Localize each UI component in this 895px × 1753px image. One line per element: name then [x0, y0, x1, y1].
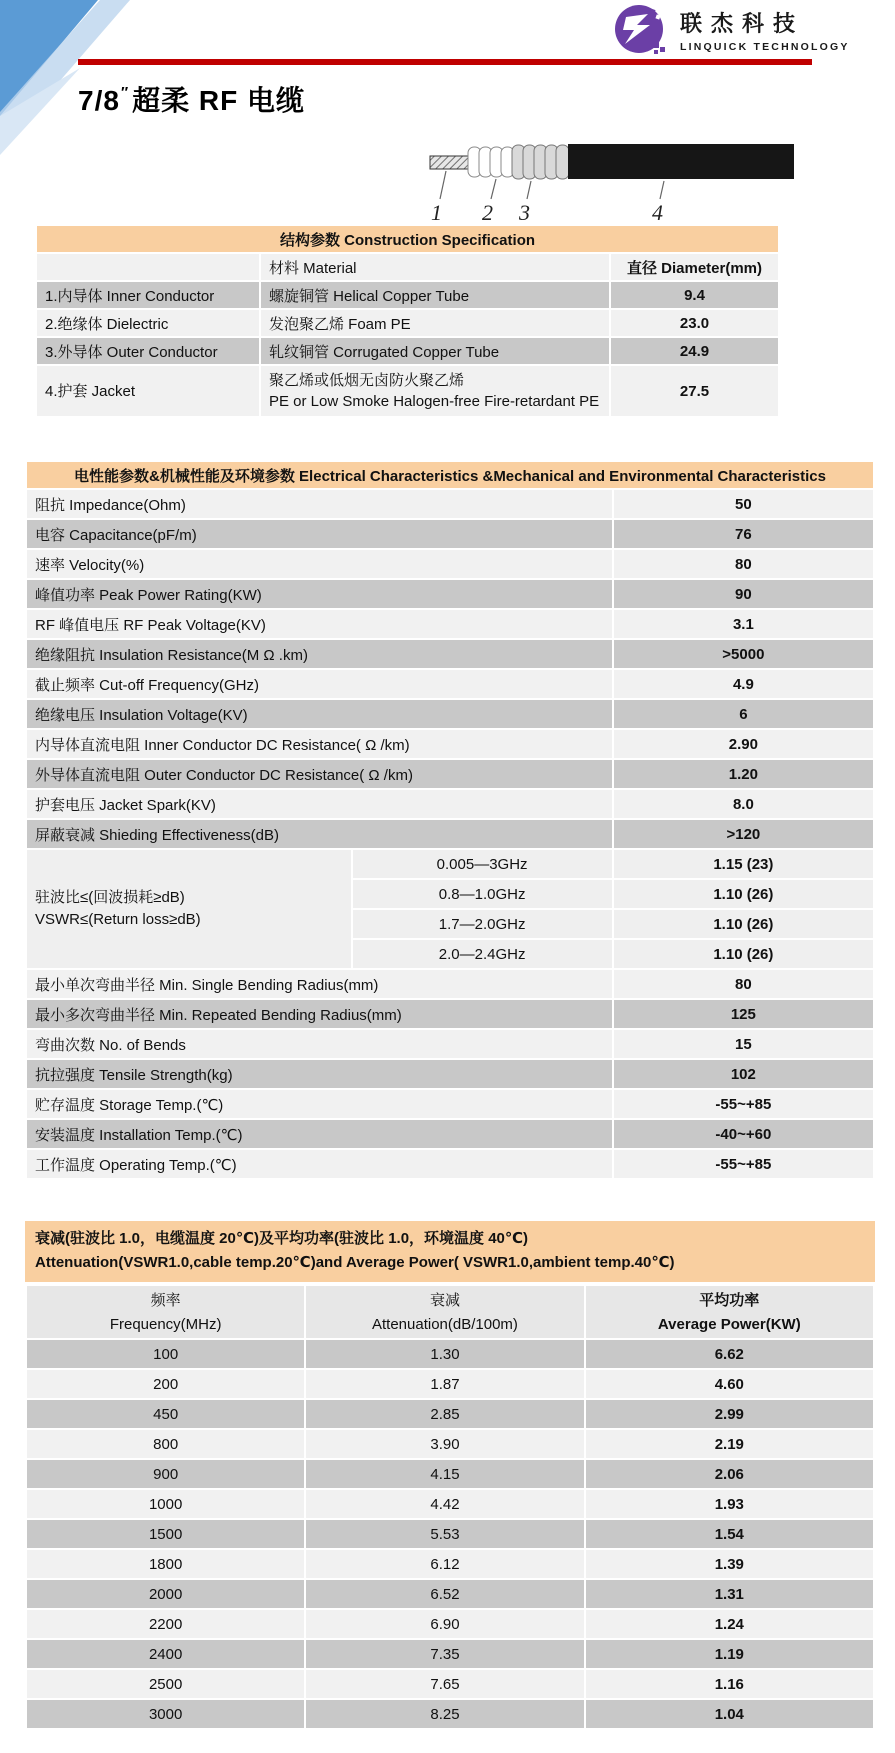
table-row — [27, 1550, 873, 1578]
row-value-cell: 80 — [614, 970, 873, 998]
power-cell: 1.24 — [586, 1610, 873, 1638]
header-rule — [78, 59, 812, 65]
row-label-cell: 1.内导体 Inner Conductor — [37, 282, 259, 308]
attn-cell: 1.30 — [306, 1340, 583, 1368]
row-label-cell: 3.外导体 Outer Conductor — [37, 338, 259, 364]
callout-4: 4 — [652, 200, 663, 225]
attn-cell: 4.42 — [306, 1490, 583, 1518]
table-row — [27, 1286, 873, 1338]
callout-1: 1 — [431, 200, 442, 225]
table-row — [27, 700, 873, 728]
row-value-cell: 6 — [614, 700, 873, 728]
vswr-label-en: VSWR≤(Return loss≥dB) — [35, 911, 201, 928]
power-cell: 1.54 — [586, 1520, 873, 1548]
row-label-cell: 最小多次弯曲半径 Min. Repeated Bending Radius(mm) — [27, 1000, 612, 1028]
table-row — [37, 254, 778, 280]
title-prime: ″ — [120, 84, 130, 101]
vswr-range-cell: 0.005—3GHz — [353, 850, 612, 878]
row-label-cell: 绝缘阻抗 Insulation Resistance(M Ω .km) — [27, 640, 612, 668]
attn-cell: 1.87 — [306, 1370, 583, 1398]
page-title — [78, 79, 305, 119]
row-value-cell: 102 — [614, 1060, 873, 1088]
attn-cell: 4.15 — [306, 1460, 583, 1488]
table-row — [27, 1520, 873, 1548]
freq-cell: 2000 — [27, 1580, 304, 1608]
power-cell: 1.19 — [586, 1640, 873, 1668]
material-line-1: 聚乙烯或低烟无卤防火聚乙烯 — [269, 372, 465, 389]
diameter-cell: 24.9 — [611, 338, 778, 364]
table-row — [27, 670, 873, 698]
table-row — [27, 1000, 873, 1028]
company-logo — [612, 1, 850, 59]
row-label-cell: 贮存温度 Storage Temp.(℃) — [27, 1090, 612, 1118]
row-value-cell: 90 — [614, 580, 873, 608]
row-value-cell: -55~+85 — [614, 1150, 873, 1178]
material-cell: 螺旋铜管 Helical Copper Tube — [261, 282, 609, 308]
electrical-table — [25, 460, 875, 1180]
freq-cell: 2200 — [27, 1610, 304, 1638]
row-value-cell: 80 — [614, 550, 873, 578]
vswr-value-cell: 1.10 (26) — [614, 910, 873, 938]
power-cell: 1.39 — [586, 1550, 873, 1578]
table-row — [27, 550, 873, 578]
row-value-cell: -40~+60 — [614, 1120, 873, 1148]
vswr-range-cell: 2.0—2.4GHz — [353, 940, 612, 968]
table-row — [27, 730, 873, 758]
row-label-cell: 弯曲次数 No. of Bends — [27, 1030, 612, 1058]
row-value-cell: 50 — [614, 490, 873, 518]
vswr-label-cell — [27, 850, 351, 968]
table-row — [27, 970, 873, 998]
vswr-range-cell: 1.7—2.0GHz — [353, 910, 612, 938]
row-value-cell: 15 — [614, 1030, 873, 1058]
row-label-cell: 截止频率 Cut-off Frequency(GHz) — [27, 670, 612, 698]
attenuation-header-en: Attenuation(VSWR1.0,cable temp.20℃)and Average Power( VSWR1.0,ambient temp.40℃) — [35, 1254, 675, 1271]
diameter-cell: 9.4 — [611, 282, 778, 308]
attenuation-section-header — [25, 1221, 875, 1282]
table-row — [27, 462, 873, 488]
table-row — [27, 1120, 873, 1148]
frequency-header-cn: 频率 — [150, 1292, 181, 1309]
table-row — [27, 1400, 873, 1428]
table-row — [27, 1030, 873, 1058]
power-cell: 1.31 — [586, 1580, 873, 1608]
power-cell: 6.62 — [586, 1340, 873, 1368]
row-label-cell: 安装温度 Installation Temp.(℃) — [27, 1120, 612, 1148]
vswr-value-cell: 1.10 (26) — [614, 940, 873, 968]
attn-cell: 7.35 — [306, 1640, 583, 1668]
row-label-cell: 工作温度 Operating Temp.(℃) — [27, 1150, 612, 1178]
row-value-cell: -55~+85 — [614, 1090, 873, 1118]
construction-table — [35, 224, 780, 418]
power-cell: 2.06 — [586, 1460, 873, 1488]
title-text: 超柔 RF 电缆 — [132, 85, 306, 116]
attn-cell: 6.52 — [306, 1580, 583, 1608]
table-row — [37, 282, 778, 308]
power-cell: 2.99 — [586, 1400, 873, 1428]
table-row — [27, 520, 873, 548]
row-label-cell: 外导体直流电阻 Outer Conductor DC Resistance( Ω /km) — [27, 760, 612, 788]
material-cell: 发泡聚乙烯 Foam PE — [261, 310, 609, 336]
row-value-cell: 3.1 — [614, 610, 873, 638]
attn-cell: 7.65 — [306, 1670, 583, 1698]
freq-cell: 1500 — [27, 1520, 304, 1548]
freq-cell: 2500 — [27, 1670, 304, 1698]
table-row — [27, 760, 873, 788]
power-cell: 4.60 — [586, 1370, 873, 1398]
row-label-cell: 电容 Capacitance(pF/m) — [27, 520, 612, 548]
empty-cell — [37, 254, 259, 280]
table-row — [37, 310, 778, 336]
freq-cell: 2400 — [27, 1640, 304, 1668]
table-row — [27, 610, 873, 638]
material-column-header: 材料 Material — [261, 254, 609, 280]
attenuation-column-header — [306, 1286, 583, 1338]
material-line-2: PE or Low Smoke Halogen-free Fire-retardant PE — [269, 393, 600, 410]
vswr-value-cell: 1.10 (26) — [614, 880, 873, 908]
table-row — [27, 1580, 873, 1608]
outer-conductor-graphic — [512, 145, 569, 179]
material-cell — [261, 366, 609, 416]
row-label-cell: 2.绝缘体 Dielectric — [37, 310, 259, 336]
attenuation-table — [25, 1284, 875, 1730]
table-row — [27, 790, 873, 818]
row-label-cell: 最小单次弯曲半径 Min. Single Bending Radius(mm) — [27, 970, 612, 998]
row-label-cell: RF 峰值电压 RF Peak Voltage(KV) — [27, 610, 612, 638]
frequency-header-en: Frequency(MHz) — [109, 1316, 222, 1333]
freq-cell: 900 — [27, 1460, 304, 1488]
vswr-label-cn: 驻波比≤(回波损耗≥dB) — [35, 889, 185, 906]
jacket-graphic — [568, 144, 794, 179]
inner-conductor-graphic — [430, 156, 470, 169]
power-cell: 1.93 — [586, 1490, 873, 1518]
table-row — [27, 1610, 873, 1638]
attn-cell: 6.12 — [306, 1550, 583, 1578]
freq-cell: 800 — [27, 1430, 304, 1458]
row-label-cell: 内导体直流电阻 Inner Conductor DC Resistance( Ω /km) — [27, 730, 612, 758]
attn-cell: 3.90 — [306, 1430, 583, 1458]
callout-2: 2 — [482, 200, 493, 225]
construction-section-header: 结构参数 Construction Specification — [37, 226, 778, 252]
table-row — [27, 1430, 873, 1458]
table-row — [27, 850, 873, 878]
attn-cell: 8.25 — [306, 1700, 583, 1728]
power-cell: 2.19 — [586, 1430, 873, 1458]
table-row — [37, 338, 778, 364]
attenuation-header-cn: 衰减 — [429, 1292, 460, 1309]
company-name-en: LINQUICK TECHNOLOGY — [680, 41, 850, 53]
vswr-value-cell: 1.15 (23) — [614, 850, 873, 878]
power-cell: 1.04 — [586, 1700, 873, 1728]
title-fraction: 7/8 — [78, 85, 120, 116]
dielectric-graphic — [468, 147, 514, 177]
freq-cell: 1800 — [27, 1550, 304, 1578]
row-value-cell: 125 — [614, 1000, 873, 1028]
attn-cell: 2.85 — [306, 1400, 583, 1428]
cable-diagram — [378, 127, 794, 225]
table-row — [27, 1060, 873, 1088]
power-header-en: Average Power(KW) — [657, 1316, 801, 1333]
table-row — [27, 1090, 873, 1118]
row-label-cell: 4.护套 Jacket — [37, 366, 259, 416]
company-name — [680, 7, 850, 53]
diameter-cell: 23.0 — [611, 310, 778, 336]
attenuation-section — [25, 1221, 875, 1730]
material-cell: 轧纹铜管 Corrugated Copper Tube — [261, 338, 609, 364]
table-row — [27, 490, 873, 518]
freq-cell: 450 — [27, 1400, 304, 1428]
freq-cell: 100 — [27, 1340, 304, 1368]
row-label-cell: 护套电压 Jacket Spark(KV) — [27, 790, 612, 818]
power-cell: 1.16 — [586, 1670, 873, 1698]
row-label-cell: 抗拉强度 Tensile Strength(kg) — [27, 1060, 612, 1088]
diameter-cell: 27.5 — [611, 366, 778, 416]
row-value-cell: >120 — [614, 820, 873, 848]
freq-cell: 1000 — [27, 1490, 304, 1518]
frequency-column-header — [27, 1286, 304, 1338]
table-row — [27, 820, 873, 848]
table-row — [37, 366, 778, 416]
row-value-cell: >5000 — [614, 640, 873, 668]
electrical-section-header: 电性能参数&机械性能及环境参数 Electrical Characteristics &Mechanical and Environmental Characteristics — [27, 462, 873, 488]
freq-cell: 200 — [27, 1370, 304, 1398]
row-value-cell: 4.9 — [614, 670, 873, 698]
table-row — [27, 1640, 873, 1668]
table-row — [27, 580, 873, 608]
row-value-cell: 1.20 — [614, 760, 873, 788]
power-header-cn: 平均功率 — [699, 1292, 760, 1309]
vswr-range-cell: 0.8—1.0GHz — [353, 880, 612, 908]
freq-cell: 3000 — [27, 1700, 304, 1728]
attenuation-header-cn: 衰减(驻波比 1.0，电缆温度 20℃)及平均功率(驻波比 1.0，环境温度 40℃) — [35, 1230, 529, 1247]
row-label-cell: 绝缘电压 Insulation Voltage(KV) — [27, 700, 612, 728]
table-row — [27, 640, 873, 668]
company-name-cn: 联杰科技 — [680, 11, 805, 36]
row-label-cell: 阻抗 Impedance(Ohm) — [27, 490, 612, 518]
table-row — [27, 1490, 873, 1518]
attn-cell: 5.53 — [306, 1520, 583, 1548]
attn-cell: 6.90 — [306, 1610, 583, 1638]
table-row — [27, 1700, 873, 1728]
table-row — [37, 226, 778, 252]
diameter-column-header: 直径 Diameter(mm) — [611, 254, 778, 280]
row-label-cell: 峰值功率 Peak Power Rating(KW) — [27, 580, 612, 608]
table-row — [27, 1150, 873, 1178]
callout-3: 3 — [519, 200, 530, 225]
row-value-cell: 8.0 — [614, 790, 873, 818]
table-row — [27, 1340, 873, 1368]
attenuation-header-en: Attenuation(dB/100m) — [372, 1316, 518, 1333]
table-row — [27, 1460, 873, 1488]
table-row — [27, 1370, 873, 1398]
power-column-header — [586, 1286, 873, 1338]
row-value-cell: 76 — [614, 520, 873, 548]
row-label-cell: 速率 Velocity(%) — [27, 550, 612, 578]
table-row — [27, 1670, 873, 1698]
row-value-cell: 2.90 — [614, 730, 873, 758]
row-label-cell: 屏蔽衰减 Shieding Effectiveness(dB) — [27, 820, 612, 848]
linquick-logo-icon — [612, 1, 670, 59]
